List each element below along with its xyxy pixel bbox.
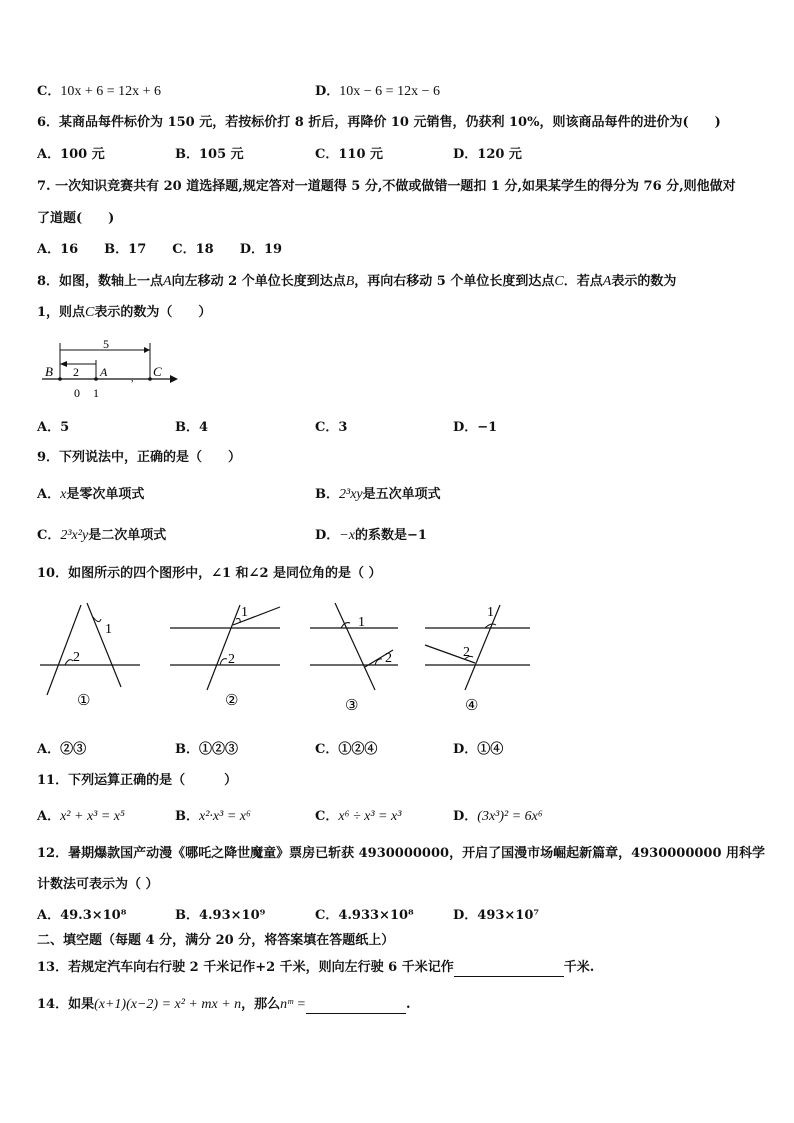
q11-option-b: B．x²·x³ = x⁶	[175, 809, 251, 824]
q8-option-a: A．5	[37, 420, 70, 435]
label-5: 5	[103, 337, 109, 351]
q8-option-d: D．−1	[453, 420, 498, 435]
tick-0-label: 0	[74, 386, 80, 400]
q13-answer-blank[interactable]	[454, 962, 564, 977]
svg-text:1: 1	[487, 605, 494, 620]
q12-stem-line1: 12．暑期爆款国产动漫《哪吒之降世魔童》票房已斩获 4930000000，开启了国漫市场崛起新篇章，4930000000 用科学	[37, 846, 766, 861]
figure-label-3: ③	[345, 698, 359, 714]
q7-options: A．16 B．17 C．18 D．19	[37, 242, 283, 257]
q10-figure-4	[425, 605, 530, 714]
svg-text:,: ,	[131, 373, 134, 384]
q12-option-b: B．4.93×10⁹	[175, 908, 266, 923]
figure-label-1: ①	[77, 693, 91, 709]
q5-option-d-expr: 10x − 6 = 12x − 6	[339, 84, 440, 99]
q5-option-d: D．10x − 6 = 12x − 6	[315, 84, 440, 99]
q13-stem: 13．若规定汽车向右行驶 2 千米记作+2 千米，则向左行驶 6 千米记作 千米.	[37, 960, 595, 975]
q12-stem-line2: 计数法可表示为（ ）	[37, 877, 159, 892]
svg-text:1: 1	[358, 615, 365, 630]
q7-stem-line2: 了道题( )	[37, 211, 115, 226]
svg-text:2: 2	[385, 651, 392, 666]
section-2-heading: 二、填空题（每题 4 分，满分 20 分，将答案填在答题纸上）	[37, 933, 395, 948]
q10-figures	[35, 595, 545, 720]
q11-option-d: D．(3x³)² = 6x⁶	[453, 809, 543, 824]
point-b-label: B	[45, 364, 53, 379]
q12-option-a: A．49.3×10⁸	[37, 908, 127, 923]
q9-option-b: B．2³xy是五次单项式	[315, 487, 441, 502]
q7-stem-line1: 7. 一次知识竞赛共有 20 道选择题,规定答对一道题得 5 分,不做或做错一题扣 1 分,如果某学生的得分为 76 分,则他做对	[37, 179, 736, 194]
q11-stem: 11．下列运算正确的是（ ）	[37, 773, 238, 788]
q9-option-c: C．2³x²y是二次单项式	[37, 528, 167, 543]
q11-option-c: C．x⁶ ÷ x³ = x³	[315, 809, 402, 824]
q11-option-a: A．x² + x³ = x⁵	[37, 809, 125, 824]
q9-option-a: A．x是零次单项式	[37, 487, 145, 502]
q5-option-c-expr: 10x + 6 = 12x + 6	[60, 84, 162, 99]
q14-answer-blank[interactable]	[306, 999, 406, 1014]
q8-stem-line1: 8．如图，数轴上一点A向左移动 2 个单位长度到达点B，再向右移动 5 个单位长度到达点C．若点A表示的数为	[37, 274, 677, 289]
svg-text:2: 2	[228, 652, 235, 667]
q6-stem: 6．某商品每件标价为 150 元，若按标价打 8 折后，再降价 10 元销售，仍获利 10%，则该商品每件的进价为( )	[37, 115, 721, 130]
svg-text:1: 1	[105, 622, 112, 637]
figure-label-4: ④	[465, 698, 479, 714]
q10-figure-2	[170, 605, 280, 709]
q10-option-c: C．①②④	[315, 742, 378, 757]
q10-option-a: A．②③	[37, 742, 87, 757]
q10-figure-3	[310, 603, 398, 714]
q8-option-b: B．4	[175, 420, 209, 435]
q5-option-c: C．10x + 6 = 12x + 6	[37, 84, 162, 99]
q9-stem: 9．下列说法中，正确的是（ ）	[37, 450, 242, 465]
q6-option-c: C．110 元	[315, 147, 384, 162]
q10-option-b: B．①②③	[175, 742, 238, 757]
q12-option-d: D．493×10⁷	[453, 908, 540, 923]
label-2: 2	[73, 365, 79, 379]
svg-text:1: 1	[241, 605, 248, 620]
q10-option-d: D．①④	[453, 742, 504, 757]
q6-option-d: D．120 元	[453, 147, 522, 162]
q10-stem: 10．如图所示的四个图形中，∠1 和∠2 是同位角的是（ ）	[37, 566, 382, 581]
q9-option-d: D．−x的系数是−1	[315, 528, 427, 543]
point-a-label: A	[100, 365, 108, 379]
svg-text:2: 2	[463, 645, 470, 660]
q6-option-a: A．100 元	[37, 147, 105, 162]
q8-stem-line2: 1，则点C表示的数为（ ）	[37, 305, 212, 320]
q14-stem: 14．如果(x+1)(x−2) = x² + mx + n，那么nᵐ = .	[37, 997, 411, 1012]
q10-figure-1	[40, 603, 140, 709]
q12-option-c: C．4.933×10⁸	[315, 908, 414, 923]
svg-text:2: 2	[73, 650, 80, 665]
q8-number-line-figure	[40, 335, 190, 405]
figure-label-2: ②	[225, 693, 239, 709]
point-c-label: C	[153, 364, 162, 379]
q8-option-c: C．3	[315, 420, 348, 435]
tick-1-label: 1	[93, 386, 99, 400]
q6-option-b: B．105 元	[175, 147, 244, 162]
